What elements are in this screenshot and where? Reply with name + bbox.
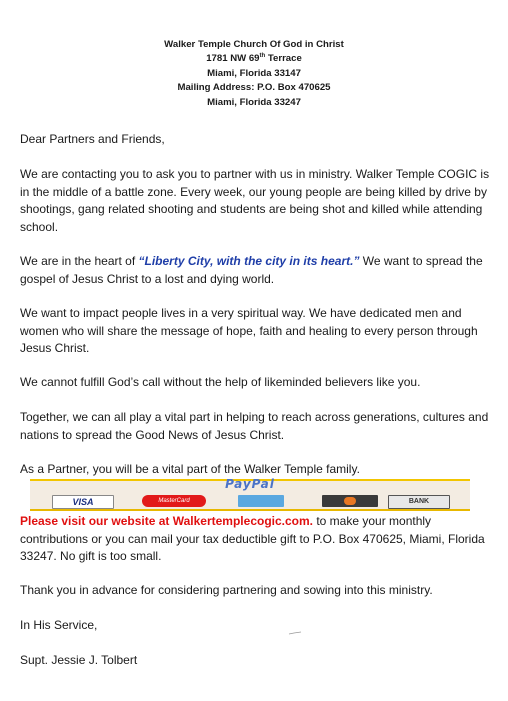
paypal-logo: PayPal	[225, 477, 275, 491]
paragraph-together: Together, we can all play a vital part in helping to reach across generations, cultures and nations to spread the Good News of Jesus Christ.	[20, 410, 489, 442]
street-ordinal: th	[259, 53, 266, 60]
paragraph-website: Please visit our website at Walkertemplecogic.com. to make your monthly contributions or you can mail your tax deductible gift to P.O. Box 470625, Miami, Florida 33247. No gift is too small.	[20, 514, 485, 563]
liberty-city-emphasis: “Liberty City, with the city in its heart.”	[138, 254, 360, 268]
payment-methods-banner	[30, 479, 470, 511]
paragraph-intro: We are contacting you to ask you to partner with us in ministry. Walker Temple COGIC is in the middle of a battle zone. Every week, our young people are being killed by drive by shootings, gang related shooting and students are being shot and killed while attending school.	[20, 167, 490, 234]
paragraph-call: We cannot fulfill God’s call without the help of likeminded believers like you.	[20, 375, 421, 389]
mailing-address: Mailing Address: P.O. Box 470625	[177, 82, 331, 94]
website-link[interactable]: Please visit our website at Walkertemplecogic.com.	[20, 514, 313, 528]
closing: In His Service,	[20, 618, 98, 632]
salutation: Dear Partners and Friends,	[20, 132, 165, 146]
city-line: Miami, Florida 33147	[207, 67, 301, 79]
mastercard-icon: MasterCard	[142, 495, 206, 507]
street-address	[0, 52, 508, 66]
discover-card-icon	[322, 495, 378, 507]
paragraph-thanks: Thank you in advance for considering partnering and sowing into this ministry.	[20, 583, 433, 597]
letterhead	[0, 38, 508, 110]
street-name: Terrace	[265, 53, 302, 65]
visa-card-icon: VISA	[52, 495, 114, 509]
amex-card-icon	[238, 495, 284, 507]
street-number: 1781 NW 69	[206, 53, 260, 65]
mailing-city-line: Miami, Florida 33247	[207, 96, 301, 108]
church-name: Walker Temple Church Of God in Christ	[164, 39, 344, 50]
bank-icon: BANK	[388, 495, 450, 509]
discover-dot	[344, 497, 356, 505]
paragraph-impact: We want to impact people lives in a very spiritual way. We have dedicated men and women who will share the message of hope, faith and healing to every person through Jesus Christ.	[20, 306, 478, 355]
paragraph-liberty-city: We are in the heart of “Liberty City, with the city in its heart.” We want to spread the gospel of Jesus Christ to a lost and dying world.	[20, 254, 483, 286]
paragraph-partner: As a Partner, you will be a vital part of the Walker Temple family.	[20, 462, 360, 476]
signature: Supt. Jessie J. Tolbert	[20, 653, 138, 667]
